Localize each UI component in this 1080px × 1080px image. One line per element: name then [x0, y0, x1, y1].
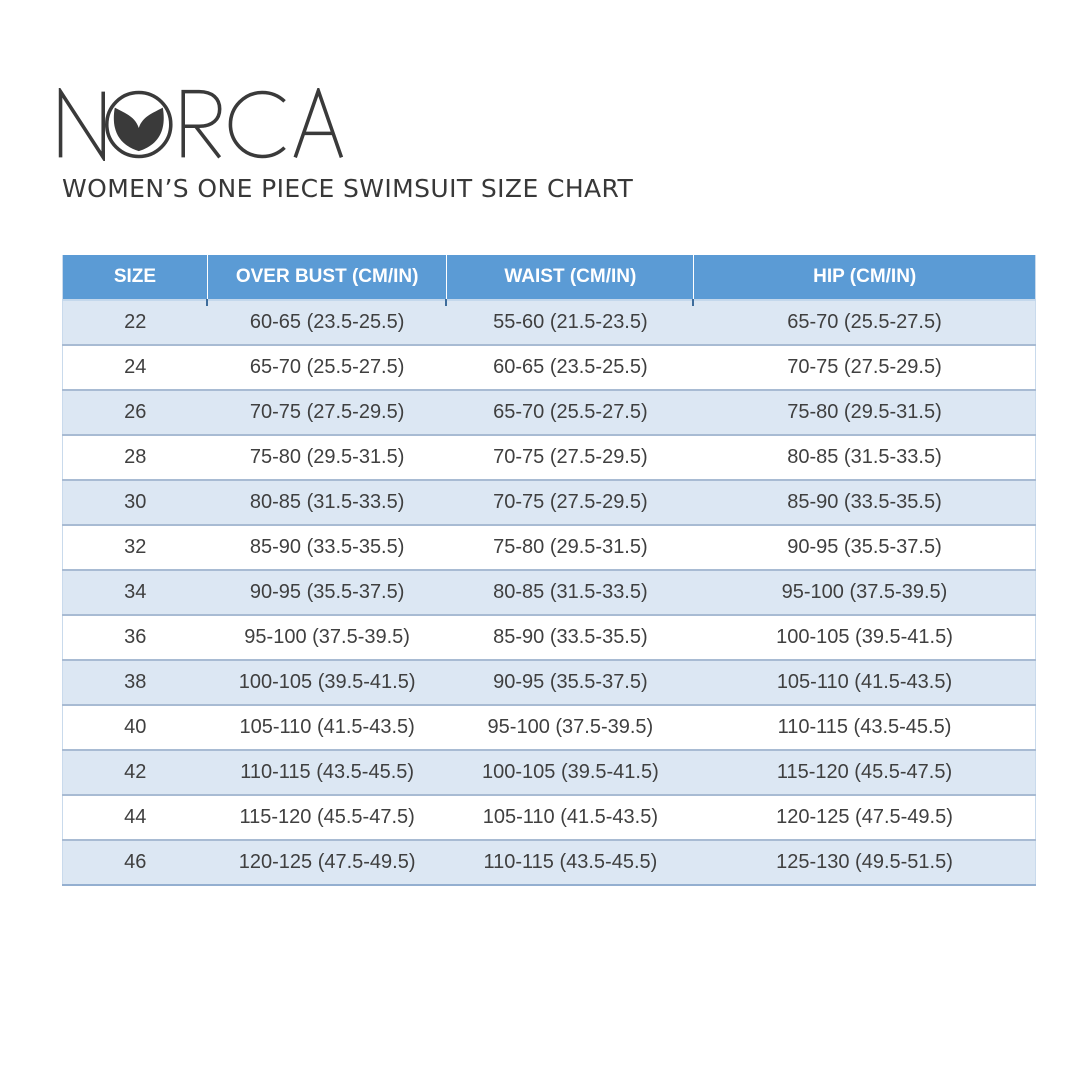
- measurement-cell: 85-90 (33.5-35.5): [694, 480, 1036, 525]
- measurement-cell: 100-105 (39.5-41.5): [447, 750, 694, 795]
- column-header: SIZE: [63, 255, 208, 300]
- measurement-cell: 70-75 (27.5-29.5): [694, 345, 1036, 390]
- header-row: [63, 255, 1036, 300]
- measurement-cell: 85-90 (33.5-35.5): [447, 615, 694, 660]
- size-cell: 38: [63, 660, 208, 705]
- measurement-cell: 95-100 (37.5-39.5): [207, 615, 446, 660]
- logo-letter-r: [183, 92, 219, 158]
- measurement-cell: 120-125 (47.5-49.5): [207, 840, 446, 885]
- size-cell: 44: [63, 795, 208, 840]
- size-cell: 34: [63, 570, 208, 615]
- measurement-cell: 70-75 (27.5-29.5): [447, 435, 694, 480]
- logo-letter-c: [230, 93, 284, 157]
- size-cell: 36: [63, 615, 208, 660]
- size-chart-table: [62, 255, 1036, 886]
- measurement-cell: 60-65 (23.5-25.5): [207, 300, 446, 345]
- size-cell: 28: [63, 435, 208, 480]
- measurement-cell: 80-85 (31.5-33.5): [447, 570, 694, 615]
- table-row: [63, 705, 1036, 750]
- measurement-cell: 55-60 (21.5-23.5): [447, 300, 694, 345]
- table-row: [63, 570, 1036, 615]
- table-body: [63, 300, 1036, 885]
- measurement-cell: 110-115 (43.5-45.5): [694, 705, 1036, 750]
- table-row: [63, 300, 1036, 345]
- table-head: [63, 255, 1036, 300]
- size-cell: 30: [63, 480, 208, 525]
- measurement-cell: 125-130 (49.5-51.5): [694, 840, 1036, 885]
- measurement-cell: 105-110 (41.5-43.5): [447, 795, 694, 840]
- measurement-cell: 70-75 (27.5-29.5): [447, 480, 694, 525]
- column-header: HIP (CM/IN): [694, 255, 1036, 300]
- size-chart-table-container: [62, 255, 1036, 886]
- measurement-cell: 100-105 (39.5-41.5): [207, 660, 446, 705]
- table-row: [63, 660, 1036, 705]
- column-header: OVER BUST (CM/IN): [207, 255, 446, 300]
- column-header: WAIST (CM/IN): [447, 255, 694, 300]
- table-row: [63, 795, 1036, 840]
- measurement-cell: 110-115 (43.5-45.5): [447, 840, 694, 885]
- measurement-cell: 110-115 (43.5-45.5): [207, 750, 446, 795]
- measurement-cell: 70-75 (27.5-29.5): [207, 390, 446, 435]
- table-row: [63, 390, 1036, 435]
- measurement-cell: 75-80 (29.5-31.5): [207, 435, 446, 480]
- measurement-cell: 105-110 (41.5-43.5): [694, 660, 1036, 705]
- table-row: [63, 525, 1036, 570]
- measurement-cell: 90-95 (35.5-37.5): [207, 570, 446, 615]
- measurement-cell: 65-70 (25.5-27.5): [694, 300, 1036, 345]
- measurement-cell: 120-125 (47.5-49.5): [694, 795, 1036, 840]
- size-cell: 32: [63, 525, 208, 570]
- size-cell: 40: [63, 705, 208, 750]
- measurement-cell: 65-70 (25.5-27.5): [207, 345, 446, 390]
- brand-header: [57, 88, 633, 203]
- measurement-cell: 90-95 (35.5-37.5): [694, 525, 1036, 570]
- table-row: [63, 840, 1036, 885]
- page-title: WOMEN’S ONE PIECE SWIMSUIT SIZE CHART: [62, 174, 634, 203]
- measurement-cell: 115-120 (45.5-47.5): [207, 795, 446, 840]
- measurement-cell: 115-120 (45.5-47.5): [694, 750, 1036, 795]
- measurement-cell: 100-105 (39.5-41.5): [694, 615, 1036, 660]
- measurement-cell: 80-85 (31.5-33.5): [694, 435, 1036, 480]
- table-row: [63, 435, 1036, 480]
- table-row: [63, 480, 1036, 525]
- logo-letter-a: [295, 91, 341, 158]
- measurement-cell: 105-110 (41.5-43.5): [207, 705, 446, 750]
- table-row: [63, 615, 1036, 660]
- measurement-cell: 75-80 (29.5-31.5): [694, 390, 1036, 435]
- norca-logo: [57, 88, 345, 161]
- size-cell: 26: [63, 390, 208, 435]
- table-row: [63, 750, 1036, 795]
- measurement-cell: 95-100 (37.5-39.5): [447, 705, 694, 750]
- measurement-cell: 85-90 (33.5-35.5): [207, 525, 446, 570]
- measurement-cell: 65-70 (25.5-27.5): [447, 390, 694, 435]
- measurement-cell: 90-95 (35.5-37.5): [447, 660, 694, 705]
- table-row: [63, 345, 1036, 390]
- size-cell: 42: [63, 750, 208, 795]
- measurement-cell: 75-80 (29.5-31.5): [447, 525, 694, 570]
- logo-letter-n: [61, 92, 104, 158]
- size-cell: 22: [63, 300, 208, 345]
- measurement-cell: 60-65 (23.5-25.5): [447, 345, 694, 390]
- whale-tail-icon: [114, 108, 164, 152]
- measurement-cell: 80-85 (31.5-33.5): [207, 480, 446, 525]
- size-cell: 24: [63, 345, 208, 390]
- measurement-cell: 95-100 (37.5-39.5): [694, 570, 1036, 615]
- size-cell: 46: [63, 840, 208, 885]
